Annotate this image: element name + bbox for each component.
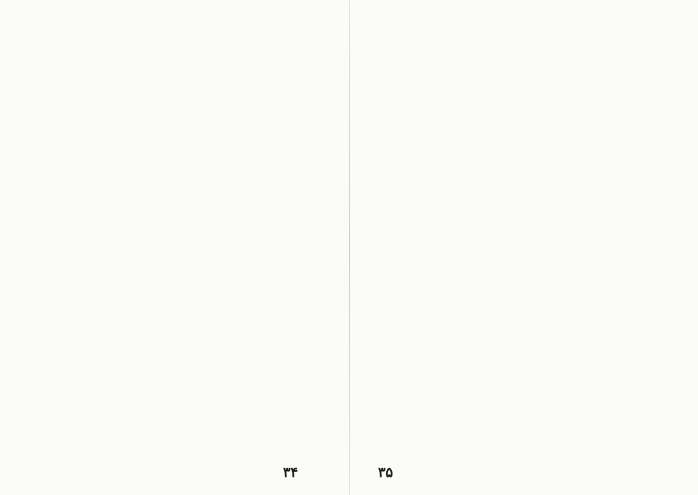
page-number-right: ۳۵ (378, 465, 394, 481)
page-right-text-block (382, 30, 659, 455)
page-left-text-block (40, 30, 311, 455)
page-number-left: ۳۴ (283, 465, 299, 481)
page-right (350, 0, 698, 495)
